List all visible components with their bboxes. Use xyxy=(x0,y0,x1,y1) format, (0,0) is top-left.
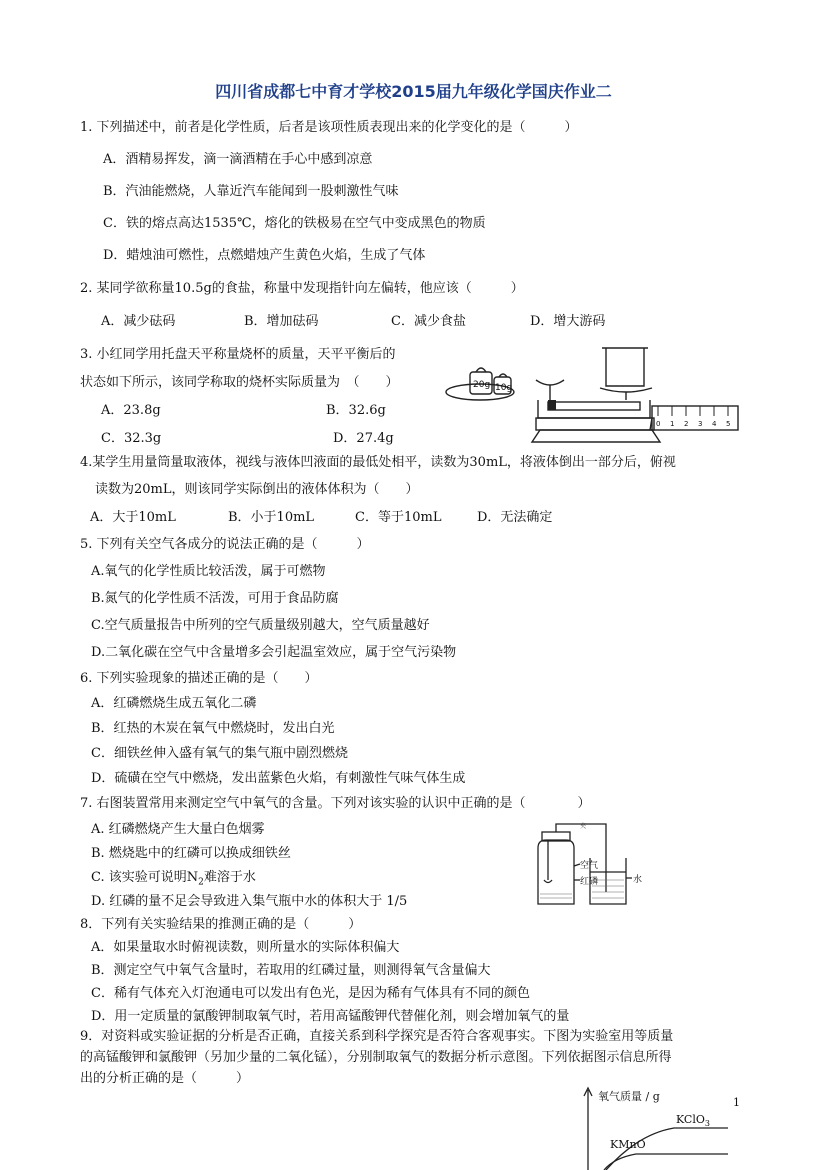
kmno4-curve xyxy=(604,1154,728,1170)
q1-option-d: D．蜡烛油可燃性，点燃蜡烛产生黄色火焰，生成了气体 xyxy=(103,248,426,263)
q3-option-a: A．23.8g xyxy=(101,403,161,418)
q1-option-b: B．汽油能燃烧，人靠近汽车能闻到一股刺激性气味 xyxy=(103,184,399,199)
q3-option-d: D．27.4g xyxy=(333,431,394,446)
q4-option-d: D．无法确定 xyxy=(477,510,553,525)
q5-option-c: C.空气质量报告中所列的空气质量级别越大，空气质量越好 xyxy=(91,618,430,633)
q9-line1: 9．对资料或实验证据的分析是否正确，直接关系到科学探究是否符合客观事实。下图为实验室用等质量 xyxy=(80,1029,674,1044)
q4-option-c: C．等于10mL xyxy=(355,510,442,525)
q3-stem-line1: 3. 小红同学用托盘天平称量烧杯的质量，天平平衡后的 xyxy=(80,347,396,362)
air-label: 空气 xyxy=(580,861,599,871)
q8-option-a: A．如果量取水时俯视读数，则所量水的实际体积偏大 xyxy=(91,940,400,955)
q9-line2: 的高锰酸钾和氯酸钾（另加少量的二氧化锰），分别制取氧气的数据分析示意图。下列依据图示信息所得 xyxy=(80,1050,672,1065)
page-number: 1 xyxy=(733,1096,740,1109)
q7-option-a: A. 红磷燃烧产生大量白色烟雾 xyxy=(91,822,265,837)
scale-label: 0 xyxy=(656,420,661,428)
q8-option-d: D．用一定质量的氯酸钾制取氧气时，若用高锰酸钾代替催化剂，则会增加氧气的量 xyxy=(91,1009,570,1024)
svg-text:夹: 夹 xyxy=(580,823,587,830)
balance-beam-scale xyxy=(548,402,640,410)
weight-10g-label: 10g xyxy=(495,383,513,393)
q6-stem: 6. 下列实验现象的描述正确的是（ ） xyxy=(80,671,318,686)
water-label: 水 xyxy=(633,875,643,885)
q3-option-b: B．32.6g xyxy=(326,403,386,418)
oxygen-mass-graph xyxy=(578,1086,738,1170)
q3-option-c: C．32.3g xyxy=(101,431,162,446)
combustion-spoon xyxy=(544,880,552,883)
q8-stem: 8．下列有关实验结果的推测正确的是（ ） xyxy=(80,917,362,932)
page-title: 四川省成都七中育才学校2015届九年级化学国庆作业二 xyxy=(215,82,612,101)
q2-option-b: B．增加砝码 xyxy=(244,314,319,329)
q5-option-b: B.氮气的化学性质不活泼，可用于食品防腐 xyxy=(91,591,339,606)
q2-option-a: A．减少砝码 xyxy=(101,314,176,329)
scale-label: 4 xyxy=(712,420,717,428)
oxygen-content-apparatus xyxy=(528,818,648,908)
q7-option-d: D. 红磷的量不足会导致进入集气瓶中水的体积大于 1/5 xyxy=(91,894,408,909)
q4-option-a: A．大于10mL xyxy=(90,510,176,525)
q2-option-c: C．减少食盐 xyxy=(391,314,466,329)
q1-option-a: A．酒精易挥发，滴一滴酒精在手心中感到凉意 xyxy=(103,152,373,167)
q3-stem-line2: 状态如下所示，该同学称取的烧杯实际质量为 （ ） xyxy=(80,375,399,390)
beaker xyxy=(606,348,644,386)
rider xyxy=(548,400,556,410)
scale-label: 1 xyxy=(670,420,675,428)
phosphorus-label: 红磷 xyxy=(580,877,599,887)
q8-option-b: B．测定空气中氧气含量时，若取用的红磷过量，则测得氧气含量偏大 xyxy=(91,963,491,978)
kclo3-label: KClO$_3$ xyxy=(676,1113,710,1128)
q7-stem: 7. 右图装置常用来测定空气中氧气的含量。下列对该实验的认识中正确的是（ ） xyxy=(80,796,591,811)
q7-option-c: C. 该实验可说明$N_2$难溶于水 xyxy=(91,870,256,888)
q9-line3: 出的分析正确的是（ ） xyxy=(80,1071,250,1086)
q4-stem-line2: 读数为20mL，则该同学实际倒出的液体体积为（ ） xyxy=(95,482,419,497)
q5-option-d: D.二氧化碳在空气中含量增多会引起温室效应，属于空气污染物 xyxy=(91,645,457,660)
q5-stem: 5. 下列有关空气各成分的说法正确的是（ ） xyxy=(80,537,370,552)
scale-label: 3 xyxy=(698,420,703,428)
q4-option-b: B．小于10mL xyxy=(228,510,315,525)
balance-base xyxy=(536,418,654,430)
scale-label: 5 xyxy=(726,420,731,428)
weight-20g-label: 20g xyxy=(473,380,491,390)
q2-option-d: D．增大游码 xyxy=(530,314,606,329)
q5-option-a: A.氧气的化学性质比较活泼，属于可燃物 xyxy=(91,564,326,579)
balance-figure xyxy=(440,340,740,452)
y-axis-label: 氧气质量 / g xyxy=(598,1090,660,1103)
q6-option-c: C．细铁丝伸入盛有氧气的集气瓶中剧烈燃烧 xyxy=(91,746,348,761)
n2-subscript: 2 xyxy=(198,877,204,888)
gas-jar xyxy=(538,840,574,904)
q6-option-b: B．红热的木炭在氧气中燃烧时，发出白光 xyxy=(91,721,335,736)
kmno4-label: KMnO xyxy=(610,1138,646,1151)
q7-option-b: B. 燃烧匙中的红磷可以换成细铁丝 xyxy=(91,846,291,861)
q6-option-d: D．硫磺在空气中燃烧，发出蓝紫色火焰，有刺激性气味气体生成 xyxy=(91,771,466,786)
q4-stem-line1: 4.某学生用量筒量取液体，视线与液体凹液面的最低处相平，读数为30mL，将液体倒出一部分后，俯视 xyxy=(80,455,676,470)
q1-stem: 1. 下列描述中，前者是化学性质，后者是该项性质表现出来的化学变化的是（ ） xyxy=(80,120,578,135)
q1-option-c: C．铁的熔点高达1535℃，熔化的铁极易在空气中变成黑色的物质 xyxy=(103,216,486,231)
q6-option-a: A．红磷燃烧生成五氧化二磷 xyxy=(91,696,257,711)
scale-label: 2 xyxy=(684,420,689,428)
q8-option-c: C．稀有气体充入灯泡通电可以发出有色光，是因为稀有气体具有不同的颜色 xyxy=(91,986,530,1001)
q2-stem: 2. 某同学欲称量10.5g的食盐，称量中发现指针向左偏转，他应该（ ） xyxy=(80,281,524,296)
